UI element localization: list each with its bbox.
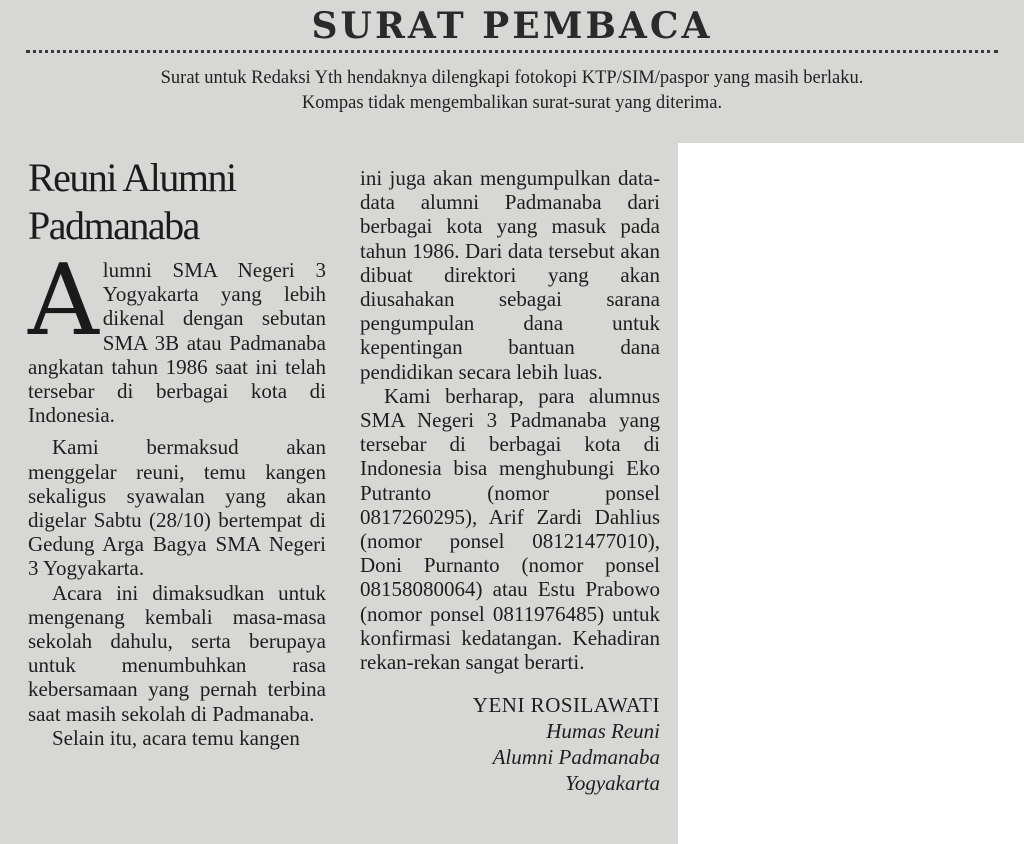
signature-role: Humas Reuni [546, 719, 660, 744]
paragraph-text: lumni SMA Negeri 3 Yogyakarta yang lebih dikenal dengan sebutan SMA 3B atau Padmanaba angkatan tahun 1986 saat ini telah tersebar di berbagai kota di Indonesia. [28, 258, 326, 428]
editorial-notice [0, 66, 1024, 116]
signature-name: YENI ROSILAWATI [472, 693, 660, 718]
paragraph: Acara ini dimaksudkan untuk mengenang kembali masa-masa sekolah dahulu, serta berupaya untuk menumbuhkan rasa kebersamaan yang pernah terbina saat masih sekolah di Padmanaba. [28, 580, 326, 726]
letter-headline [28, 154, 338, 250]
blank-white-area [678, 143, 1024, 844]
paragraph [28, 244, 326, 428]
signature-city: Yogyakarta [565, 771, 660, 796]
signature-block [360, 692, 660, 796]
signature-role: Alumni Padmanaba [492, 745, 660, 770]
dotted-divider [26, 50, 998, 53]
notice-line: Kompas tidak mengembalikan surat-surat yang diterima. [301, 93, 723, 113]
text-column-left [28, 244, 326, 750]
headline-line: Reuni Alumni [28, 155, 236, 200]
section-title: SURAT PEMBACA [311, 5, 713, 47]
text-column-right [360, 166, 660, 796]
headline-line: Padmanaba [28, 203, 199, 248]
drop-cap: A [28, 244, 99, 358]
notice-line: Surat untuk Redaksi Yth hendaknya dilengkapi fotokopi KTP/SIM/paspor yang masih berlaku. [160, 68, 864, 88]
paragraph: Kami berharap, para alumnus SMA Negeri 3 Padmanaba yang tersebar di berbagai kota di Indonesia bisa menghubungi Eko Putranto (nomor ponsel 0817260295), Arif Zardi Dahlius (nomor ponsel 08121477010), Doni Purnanto (nomor ponsel 08158080064) atau Estu Prabowo (nomor ponsel 0811976485) untuk konfirmasi kedatangan. Kehadiran rekan-rekan sangat berarti. [360, 383, 660, 675]
paragraph-start: Selain itu, acara temu kangen [52, 725, 300, 750]
paragraph-continued: ini juga akan mengumpulkan data-data alumni Padmanaba dari berbagai kota yang masuk pada tahun 1986. Dari data tersebut akan dibuat direktori yang akan diusahakan sebagai sarana pengumpulan dana untuk kepentingan bantuan dana pendidikan secara lebih luas. [360, 166, 660, 384]
paragraph: Kami bermaksud akan menggelar reuni, temu kangen sekaligus syawalan yang akan digelar Sabtu (28/10) bertempat di Gedung Arga Bagya SMA Negeri 3 Yogyakarta. [28, 435, 326, 581]
